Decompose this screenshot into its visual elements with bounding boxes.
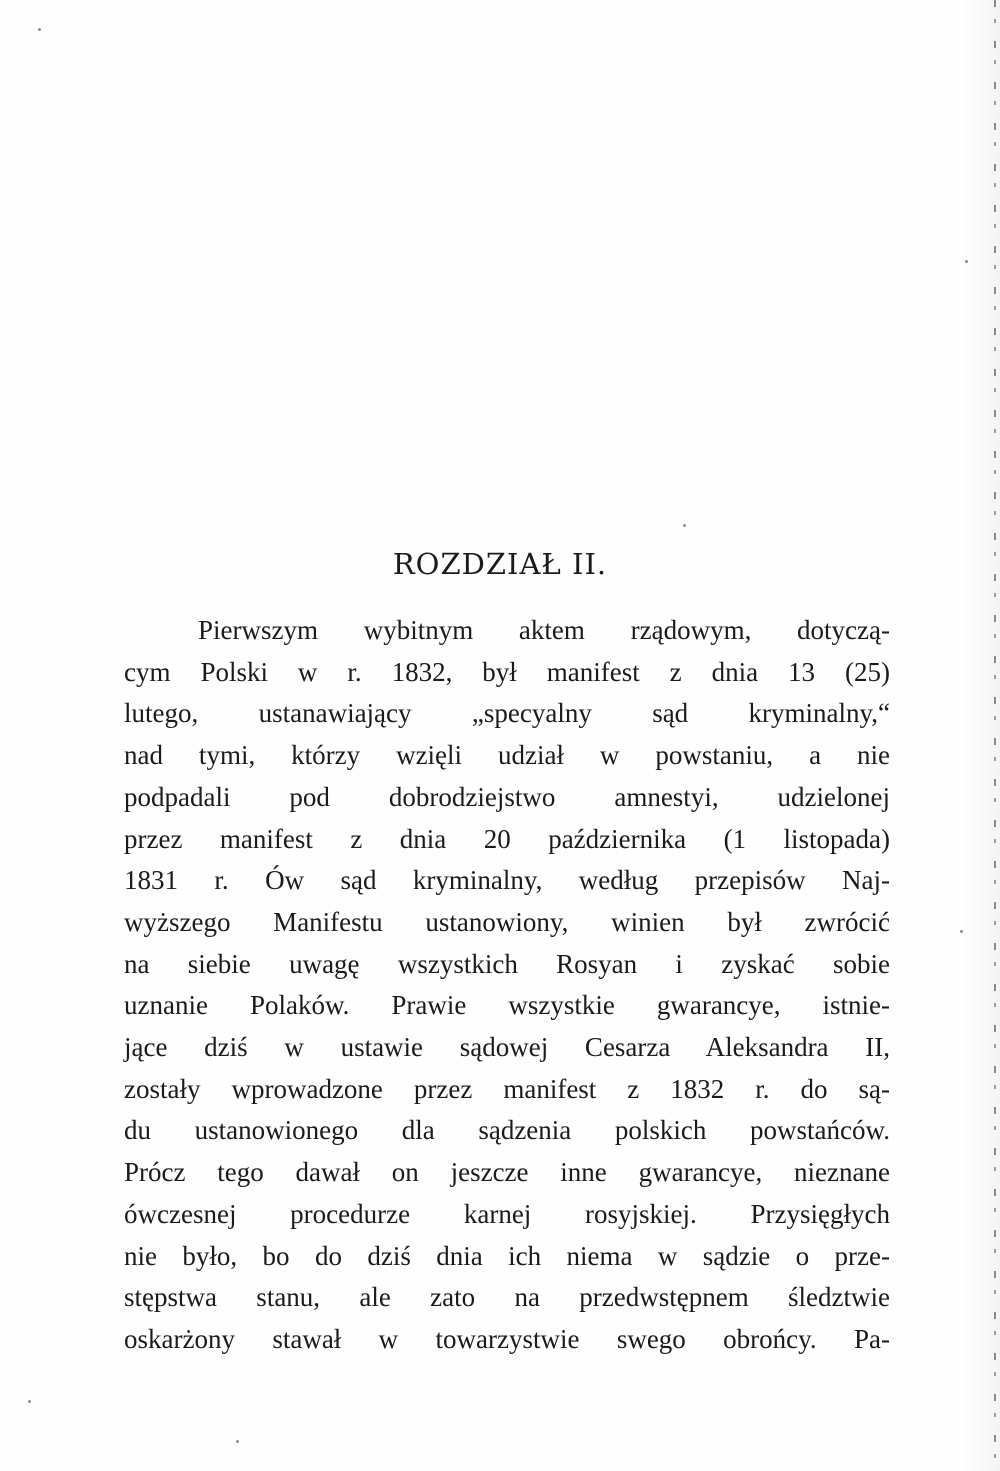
text-line: lutego, ustanawiający „specyalny sąd kryminalny,“ — [124, 698, 890, 729]
page-edge-binding — [994, 0, 996, 1471]
print-speck — [38, 28, 41, 31]
print-speck — [960, 930, 963, 933]
text-line: stępstwa stanu, ale zato na przedwstępnem śledztwie — [124, 1282, 890, 1313]
print-speck — [236, 1440, 239, 1443]
print-speck — [965, 260, 968, 263]
text-line: przez manifest z dnia 20 października (1 listopada) — [124, 823, 890, 854]
text-line: nad tymi, którzy wzięli udział w powstaniu, a nie — [124, 740, 890, 771]
text-line: nie było, bo do dziś dnia ich niema w sądzie o prze- — [124, 1240, 890, 1271]
text-line: 1831 r. Ów sąd kryminalny, według przepisów Naj- — [124, 865, 890, 896]
text-line: zostały wprowadzone przez manifest z 1832 r. do są- — [124, 1073, 890, 1104]
text-line: wyższego Manifestu ustanowiony, winien był zwrócić — [124, 906, 890, 937]
text-line: jące dziś w ustawie sądowej Cesarza Aleksandra II, — [124, 1032, 890, 1063]
text-line: na siebie uwagę wszystkich Rosyan i zyskać sobie — [124, 948, 890, 979]
text-line: Prócz tego dawał on jeszcze inne gwarancye, nieznane — [124, 1157, 890, 1188]
text-line: du ustanowionego dla sądzenia polskich powstańców. — [124, 1115, 890, 1146]
text-line: ówczesnej procedurze karnej rosyjskiej. Przysięgłych — [124, 1198, 890, 1229]
print-speck — [28, 1400, 31, 1403]
text-line: cym Polski w r. 1832, był manifest z dnia 13 (25) — [124, 656, 890, 687]
chapter-heading: ROZDZIAŁ II. — [392, 547, 608, 581]
text-line: uznanie Polaków. Prawie wszystkie gwarancye, istnie- — [124, 990, 890, 1021]
text-line: podpadali pod dobrodziejstwo amnestyi, udzielonej — [124, 781, 890, 812]
text-line: oskarżony stawał w towarzystwie swego obrońcy. Pa- — [124, 1323, 890, 1354]
text-line: Pierwszym wybitnym aktem rządowym, dotyczą- — [198, 615, 890, 645]
print-speck — [683, 524, 686, 527]
chapter-paragraph — [124, 610, 890, 1361]
